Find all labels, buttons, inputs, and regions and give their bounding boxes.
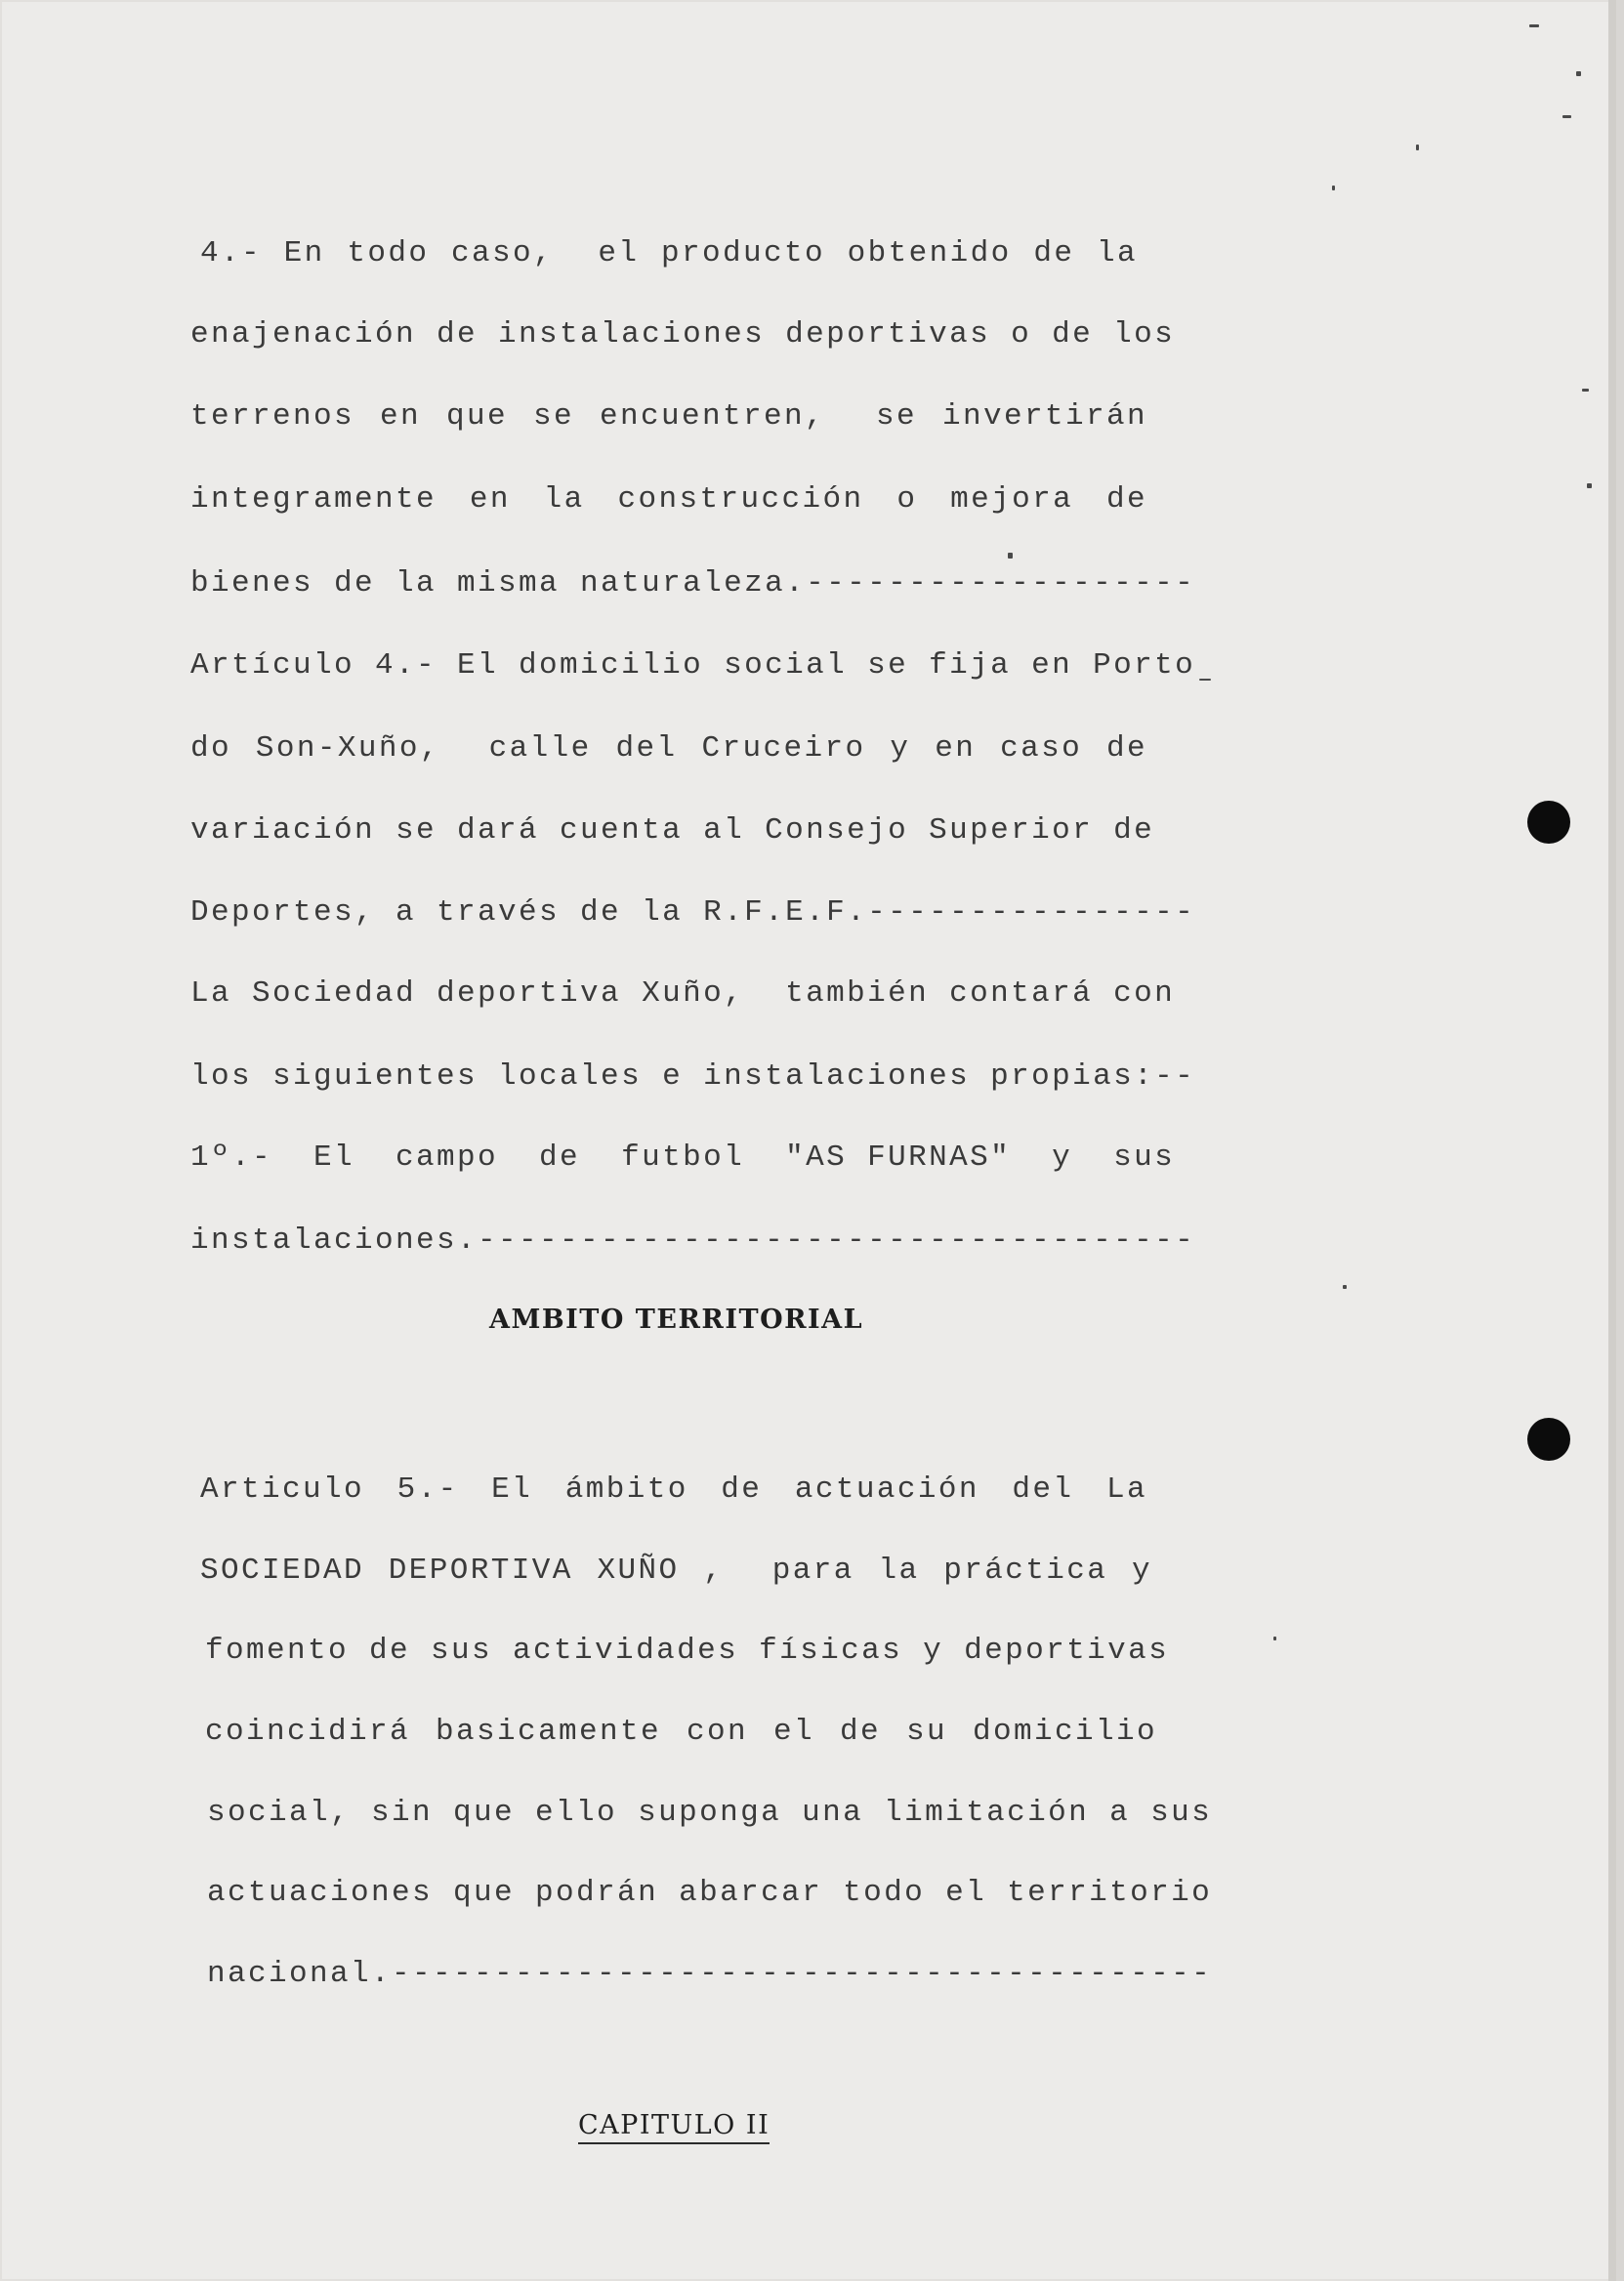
article-5-line-1: Articulo 5.- El ámbito de actuación del La xyxy=(200,1472,1147,1507)
scan-speck xyxy=(1343,1285,1347,1289)
paragraph-4-line-5: bienes de la misma naturaleza.------------------- xyxy=(190,566,1196,601)
facilities-line-4: instalaciones.----------------------------------- xyxy=(190,1223,1196,1258)
article-4-line-3: variación se dará cuenta al Consejo Superior de xyxy=(190,813,1155,848)
punch-hole xyxy=(1527,801,1570,844)
paragraph-4-line-4: integramente en la construcción o mejora de xyxy=(190,482,1147,517)
article-5-line-7: nacional.---------------------------------------- xyxy=(207,1957,1213,1991)
scan-speck xyxy=(1008,553,1013,559)
section-heading: AMBITO TERRITORIAL xyxy=(489,1305,864,1335)
punch-hole xyxy=(1527,1418,1570,1461)
facilities-line-2: los siguientes locales e instalaciones propias:-- xyxy=(190,1059,1196,1094)
scan-speck xyxy=(1199,679,1211,681)
article-5-line-5: social, sin que ello suponga una limitación a sus xyxy=(207,1796,1213,1830)
article-4-line-1: Artículo 4.- El domicilio social se fija en Porto xyxy=(190,648,1196,683)
scan-speck xyxy=(1562,115,1571,118)
article-5-line-3: fomento de sus actividades físicas y deportivas xyxy=(205,1634,1170,1668)
article-5-line-4: coincidirá basicamente con el de su domicilio xyxy=(205,1715,1157,1749)
scan-speck xyxy=(1273,1637,1276,1640)
scan-speck xyxy=(1416,145,1419,150)
scan-speck xyxy=(1582,389,1589,392)
paragraph-4-line-2: enajenación de instalaciones deportivas o de los xyxy=(190,317,1176,352)
scan-speck xyxy=(1576,71,1581,76)
facilities-line-1: La Sociedad deportiva Xuño, también contará con xyxy=(190,976,1176,1011)
facilities-line-3: 1º.- El campo de futbol "AS FURNAS" y sus xyxy=(190,1140,1176,1175)
article-4-line-2: do Son-Xuño, calle del Cruceiro y en caso de xyxy=(190,731,1147,766)
article-5-line-6: actuaciones que podrán abarcar todo el territorio xyxy=(207,1876,1213,1910)
scan-speck xyxy=(1332,186,1335,190)
article-4-line-4: Deportes, a través de la R.F.E.F.---------------- xyxy=(190,895,1196,930)
chapter-heading: CAPITULO II xyxy=(578,2110,770,2144)
scan-speck xyxy=(1529,24,1539,27)
paragraph-4-line-1: 4.- En todo caso, el producto obtenido de la xyxy=(200,236,1138,270)
page-edge xyxy=(1608,0,1616,2281)
scan-speck xyxy=(1587,483,1592,488)
paragraph-4-line-3: terrenos en que se encuentren, se invertirán xyxy=(190,399,1147,434)
article-5-line-2: SOCIEDAD DEPORTIVA XUÑO , para la práctica y xyxy=(200,1554,1152,1588)
